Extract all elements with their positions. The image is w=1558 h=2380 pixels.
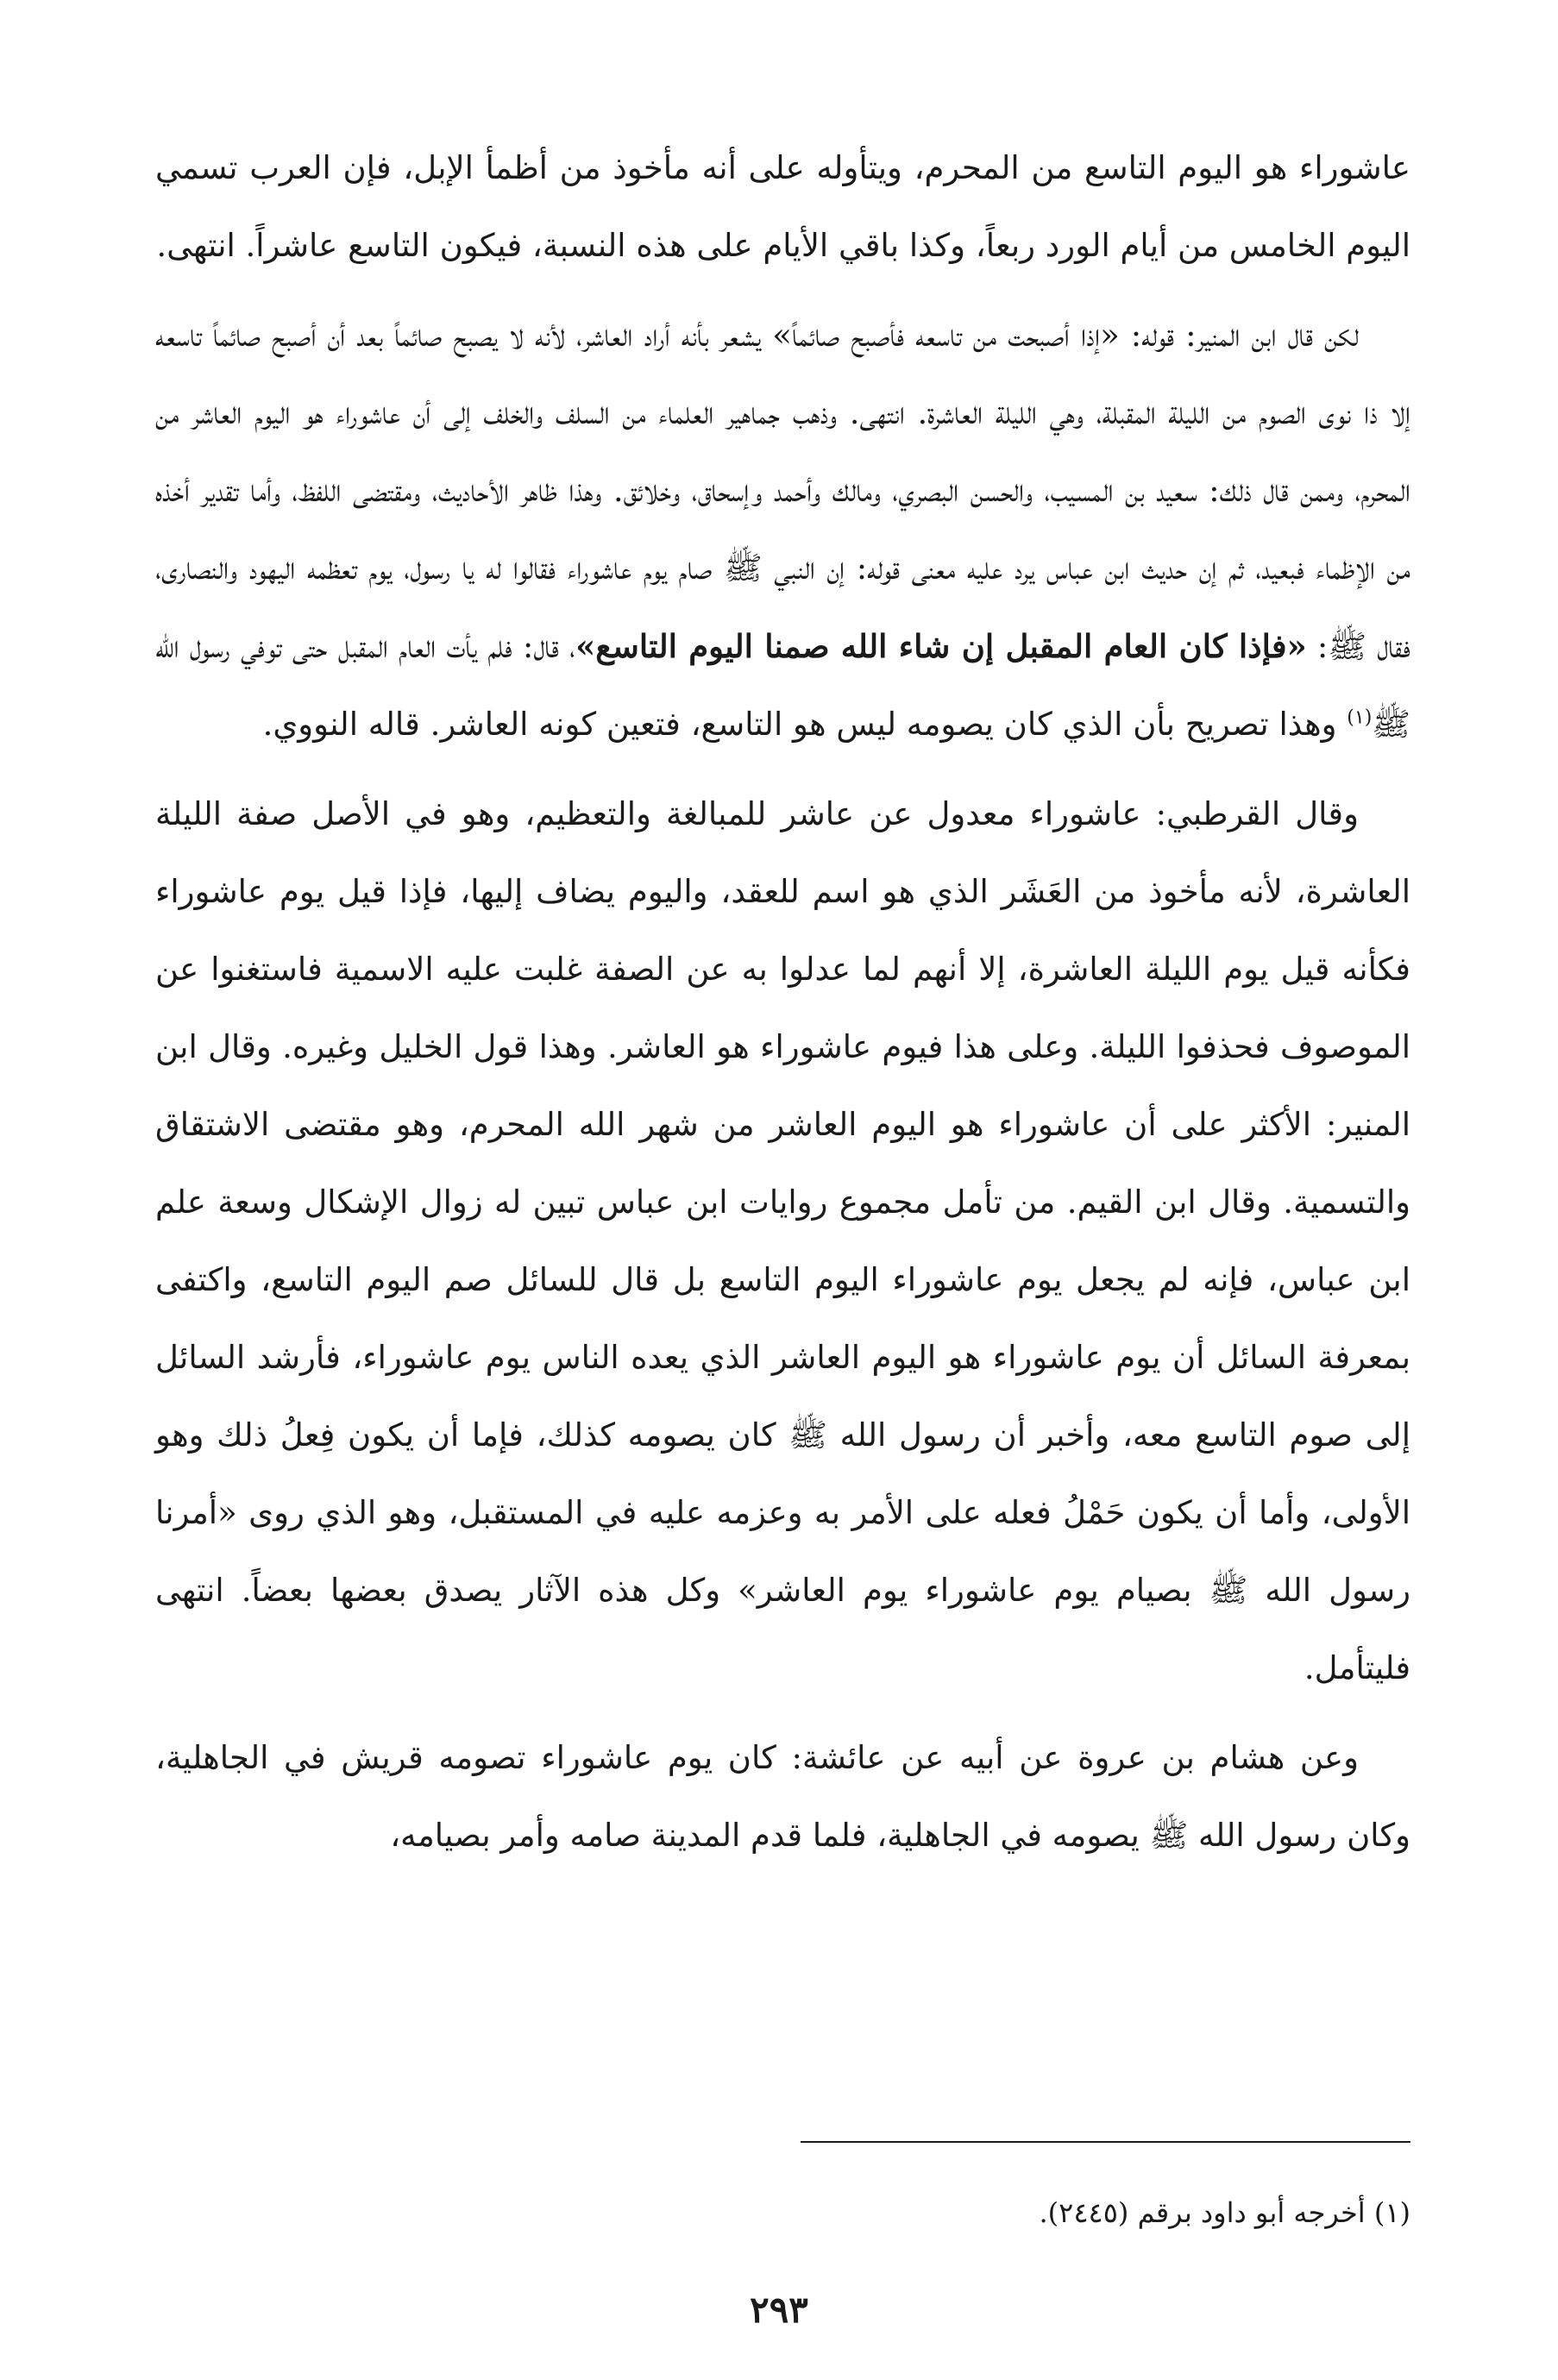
hadith-quote: «فإذا كان العام المقبل إن شاء الله صمنا اليوم التاسع» [575, 627, 1307, 665]
footnote-divider [801, 2141, 1410, 2143]
page-number: ٢٩٣ [750, 2289, 808, 2331]
paragraph-1: عاشوراء هو اليوم التاسع من المحرم، ويتأوله على أنه مأخوذ من أظمأ الإبل، فإن العرب تسمي اليوم الخامس من أيام الورد ربعاً، وكذا باقي الأيام على هذه النسبة، فيكون التاسع عاشراً. انتهى. [155, 149, 1410, 264]
paragraph-2-tail: وهذا تصريح بأن الذي كان يصومه ليس هو التاسع، فتعين كونه العاشر. قاله النووي. [262, 706, 1348, 743]
footnote-marker[interactable]: (١) [1347, 706, 1373, 729]
main-text [155, 129, 1410, 1874]
footnote: (١) أخرجه أبو داود برقم (٢٤٤٥). [1039, 2196, 1410, 2229]
paragraph-2 [155, 297, 1410, 763]
paragraph-2-continuation: ، قال: فلم يأت العام المقبل حتى توفي رسول الله ﷺ [155, 628, 1410, 743]
paragraph-3: وقال القرطبي: عاشوراء معدول عن عاشر للمبالغة والتعظيم، وهو في الأصل صفة الليلة العاشرة، لأنه مأخوذ من العَشَر الذي هو اسم للعقد، واليوم يضاف إليها، فإذا قيل يوم عاشوراء فكأنه قيل يوم الليلة العاشرة، إلا أنهم لما عدلوا به عن الصفة غلبت عليه الاسمية فاستغنوا عن الموصوف فحذفوا الليلة. وعلى هذا فيوم عاشوراء هو العاشر. وهذا قول الخليل وغيره. وقال ابن المنير: الأكثر على أن عاشوراء هو اليوم العاشر من شهر الله المحرم، وهو مقتضى الاشتقاق والتسمية. وقال ابن القيم. من تأمل مجموع روايات ابن عباس تبين له زوال الإشكال وسعة علم ابن عباس، فإنه لم يجعل يوم عاشوراء اليوم التاسع بل قال للسائل صم اليوم التاسع، واكتفى بمعرفة السائل أن يوم عاشوراء هو اليوم العاشر الذي يعده الناس يوم عاشوراء، فأرشد السائل إلى صوم التاسع معه، وأخبر أن رسول الله ﷺ كان يصومه كذلك، فإما أن يكون فِعلُ ذلك وهو الأولى، وأما أن يكون حَمْلُ فعله على الأمر به وعزمه عليه في المستقبل، وهو الذي روى «أمرنا رسول الله ﷺ بصيام يوم عاشوراء يوم العاشر» وكل هذه الآثار يصدق بعضها بعضاً. انتهى فليتأمل. [155, 795, 1411, 1686]
paragraph-2-text: لكن قال ابن المنير: قوله: «إذا أصبحت من تاسعه فأصبح صائماً» يشعر بأنه أراد العاشر، لأنه لا يصبح صائماً بعد أن أصبح صائماً تاسعه إلا ذا نوى الصوم من الليلة المقبلة، وهي الليلة العاشرة. انتهى. وذهب جماهير العلماء من السلف والخلف إلى أن عاشوراء هو اليوم العاشر من المحرم، وممن قال ذلك: سعيد بن المسيب، والحسن البصري، ومالك وأحمد وإسحاق، وخلائق. وهذا ظاهر الأحاديث، ومقتضى اللفظ، وأما تقدير أخذه من الإظماء فبعيد، ثم إن حديث ابن عباس يرد عليه معنى قوله: إن النبي ﷺ صام يوم عاشوراء فقالوا له يا رسول، يوم تعظمه اليهود والنصارى، فقال ﷺ: [155, 317, 1411, 665]
paragraph-4: وعن هشام بن عروة عن أبيه عن عائشة: كان يوم عاشوراء تصومه قريش في الجاهلية، وكان رسول الله ﷺ يصومه في الجاهلية، فلما قدم المدينة صامه وأمر بصيامه، [155, 1739, 1410, 1854]
